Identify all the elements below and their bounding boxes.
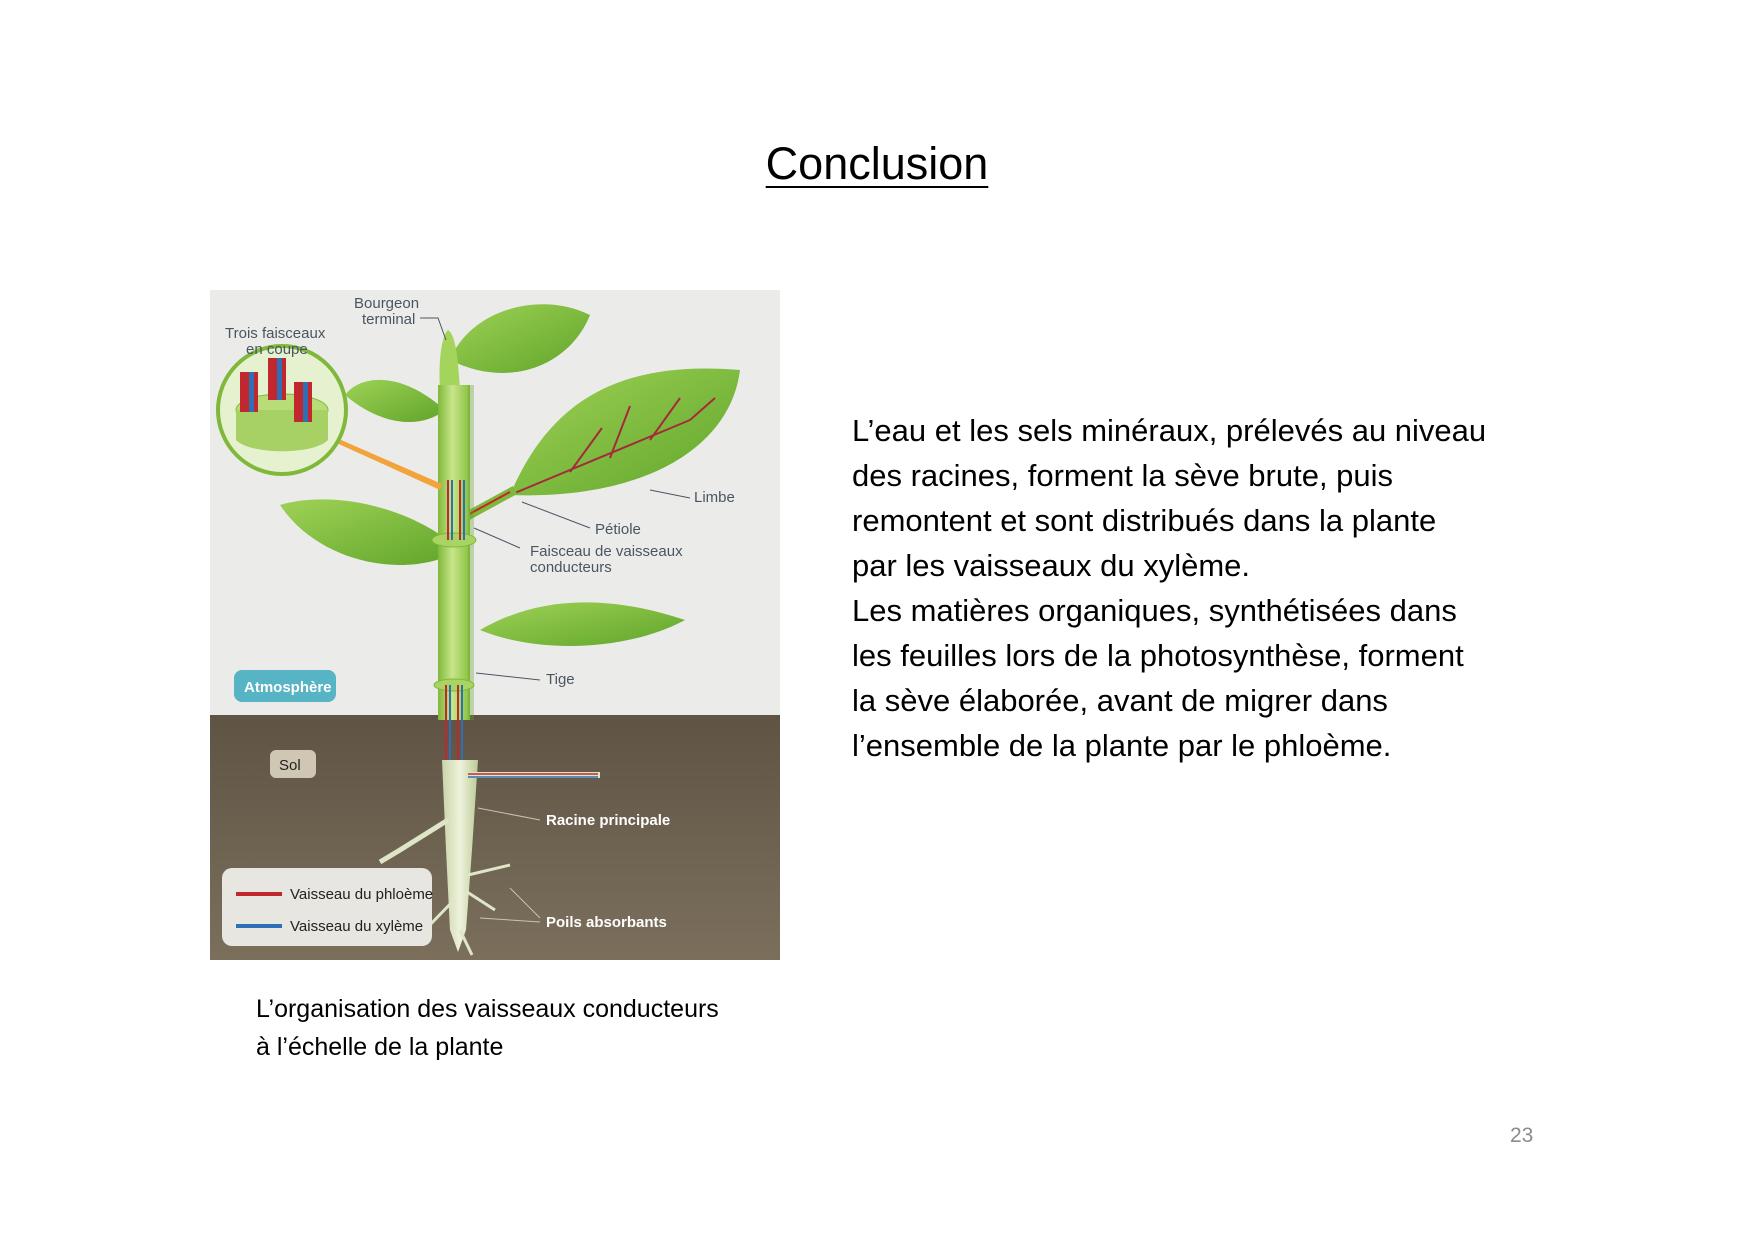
plant-vessels-figure [210,290,780,960]
caption-line-1: L’organisation des vaisseaux conducteurs [256,995,719,1023]
legend-phloeme-label: Vaisseau du phloème [290,886,434,903]
label-atmosphere: Atmosphère [244,679,332,696]
slide-title: Conclusion [765,138,989,189]
label-trois-2: en coupe [246,341,308,358]
label-limbe: Limbe [694,489,735,506]
figure-caption [256,990,719,1066]
body-line-1: L’eau et les sels minéraux, prélevés au niveau [852,413,1487,448]
label-racine: Racine principale [546,812,671,829]
label-faisceau-2: conducteurs [530,559,612,576]
legend-xyleme-label: Vaisseau du xylème [290,918,424,935]
label-petiole: Pétiole [595,521,641,538]
label-trois-1: Trois faisceaux [225,325,326,342]
page-number: 23 [1510,1124,1534,1147]
caption-line-2: à l’échelle de la plante [256,1033,504,1061]
body-line-6: les feuilles lors de la photosynthèse, forment [852,638,1464,673]
stem-cut-ring [432,533,476,547]
label-sol: Sol [279,757,301,774]
label-poils: Poils absorbants [546,914,667,931]
stem [438,385,470,720]
body-line-2: des racines, forment la sève brute, puis [852,458,1394,493]
body-line-3: remontent et sont distribués dans la plante [852,503,1437,538]
body-line-7: la sève élaborée, avant de migrer dans [852,683,1388,718]
body-line-4: par les vaisseaux du xylème. [852,548,1251,583]
label-bourgeon-1: Bourgeon [354,295,420,312]
conclusion-text [852,408,1572,768]
label-bourgeon-2: terminal [362,311,416,328]
body-line-8: l’ensemble de la plante par le phloème. [852,728,1392,763]
body-line-5: Les matières organiques, synthétisées dans [852,593,1457,628]
label-tige: Tige [546,671,575,688]
label-faisceau-1: Faisceau de vaisseaux [530,543,683,560]
